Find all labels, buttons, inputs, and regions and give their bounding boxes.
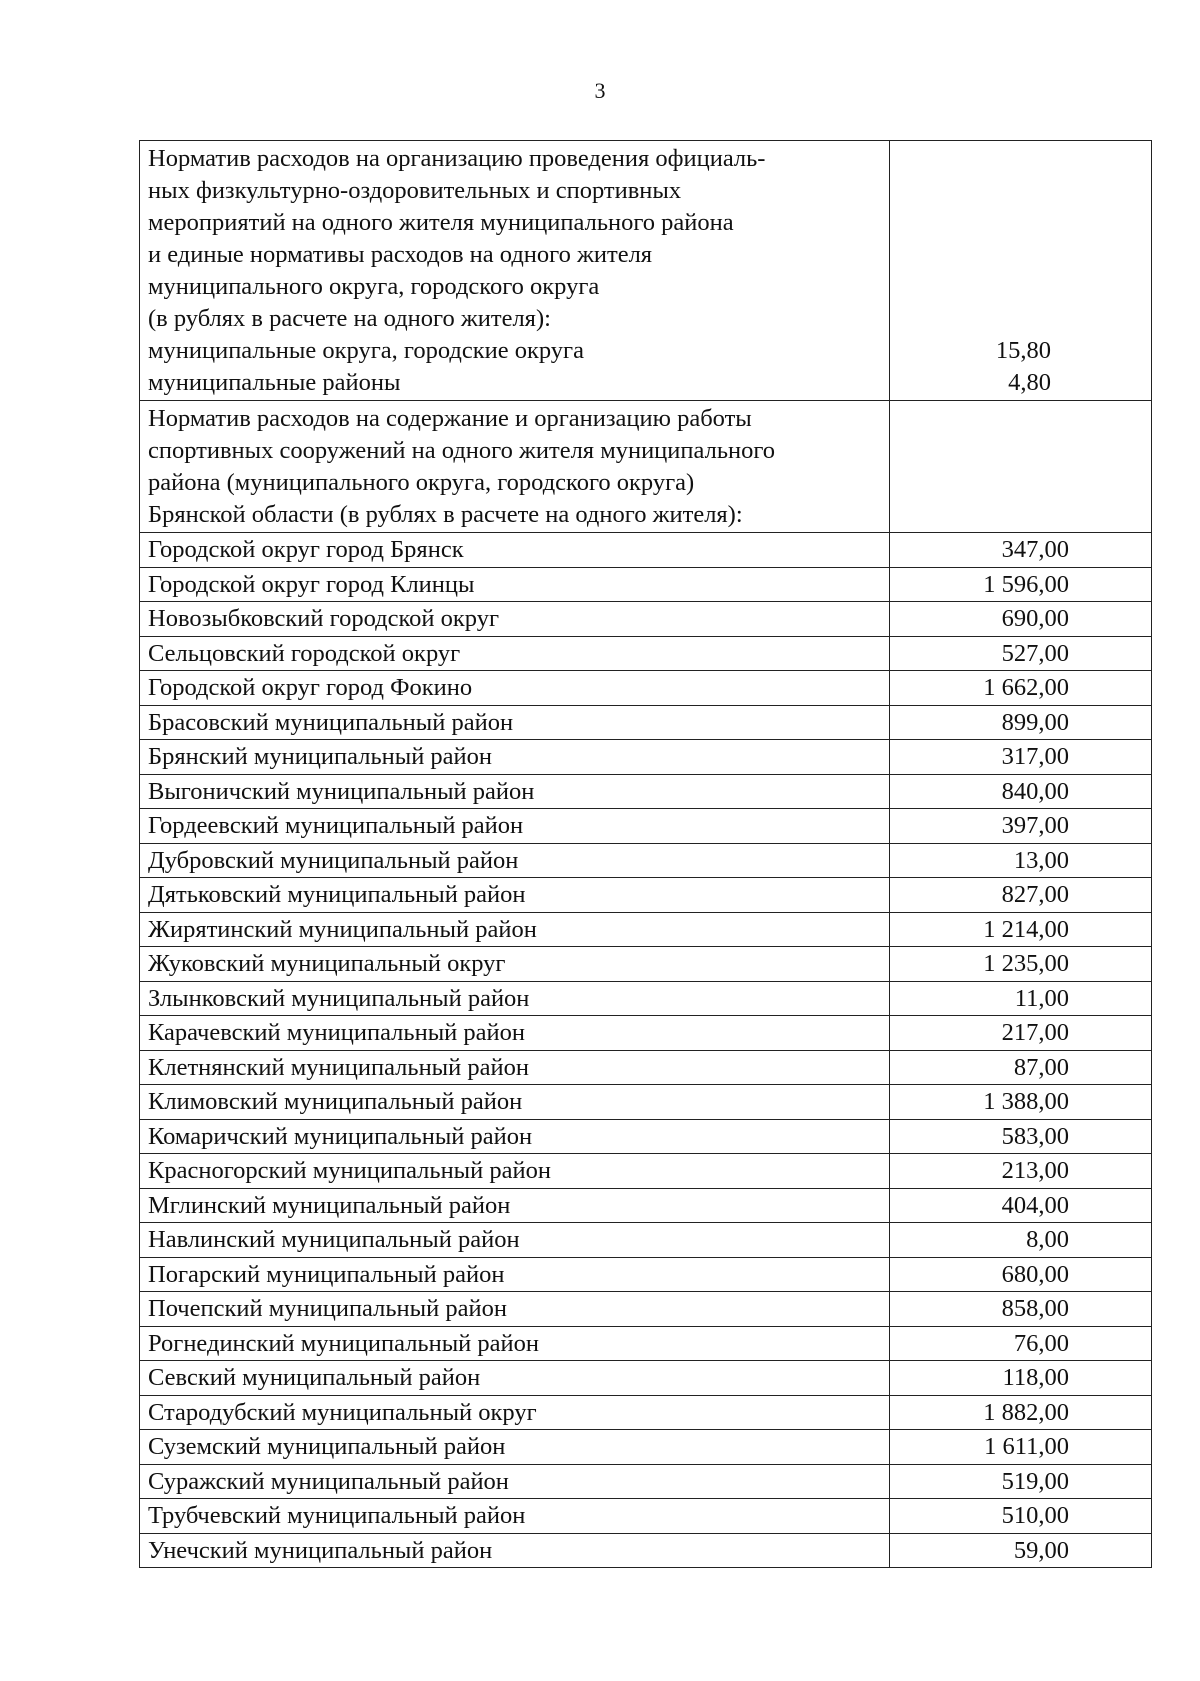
table-row [140, 705, 1152, 740]
territory-name: Рогнединский муниципальный район [140, 1326, 890, 1361]
territory-name: Унечский муниципальный район [140, 1533, 890, 1568]
block1-line: ных физкультурно-оздоровительных и спортивных [148, 177, 682, 204]
table-row [140, 1050, 1152, 1085]
table-row [140, 1119, 1152, 1154]
block1-line: Норматив расходов на организацию проведения официаль- [148, 145, 766, 172]
norm-value: 858,00 [890, 1292, 1152, 1327]
table-row [140, 1154, 1152, 1189]
block1-line: муниципальные районы [148, 369, 401, 396]
norm-value: 87,00 [890, 1050, 1152, 1085]
table-row [140, 1326, 1152, 1361]
territory-name: Гордеевский муниципальный район [140, 809, 890, 844]
territory-name: Красногорский муниципальный район [140, 1154, 890, 1189]
norm-value: 1 235,00 [890, 947, 1152, 982]
norm-value: 397,00 [890, 809, 1152, 844]
norms-table [139, 140, 1152, 1568]
block1-line: муниципального округа, городского округа [148, 273, 600, 300]
norm-value: 527,00 [890, 636, 1152, 671]
norm-value: 899,00 [890, 705, 1152, 740]
table-row [140, 636, 1152, 671]
table-row [140, 843, 1152, 878]
territory-name: Дятьковский муниципальный район [140, 878, 890, 913]
norm-value: 1 662,00 [890, 671, 1152, 706]
territory-name: Брасовский муниципальный район [140, 705, 890, 740]
territory-name: Погарский муниципальный район [140, 1257, 890, 1292]
table-row [140, 1361, 1152, 1396]
territory-name: Севский муниципальный район [140, 1361, 890, 1396]
block1-line: (в рублях в расчете на одного жителя): [148, 305, 551, 332]
block1-line: и единые нормативы расходов на одного жителя [148, 241, 653, 268]
territory-name: Дубровский муниципальный район [140, 843, 890, 878]
table-row [140, 1533, 1152, 1568]
norm-value: 680,00 [890, 1257, 1152, 1292]
block2-line: Брянской области (в рублях в расчете на одного жителя): [148, 501, 743, 528]
norm-value: 510,00 [890, 1499, 1152, 1534]
table-row [140, 1223, 1152, 1258]
territory-name: Злынковский муниципальный район [140, 981, 890, 1016]
block2-line: спортивных сооружений на одного жителя муниципального [148, 437, 776, 464]
norm-value: 840,00 [890, 774, 1152, 809]
territory-name: Почепский муниципальный район [140, 1292, 890, 1327]
page-number: 3 [594, 78, 606, 103]
norm-value: 11,00 [890, 981, 1152, 1016]
norm-value: 519,00 [890, 1464, 1152, 1499]
territory-name: Стародубский муниципальный округ [140, 1395, 890, 1430]
norm-value: 76,00 [890, 1326, 1152, 1361]
territory-name: Суземский муниципальный район [140, 1430, 890, 1465]
block1-value-rayony: 4,80 [1008, 369, 1051, 396]
territory-name: Климовский муниципальный район [140, 1085, 890, 1120]
norm-value: 13,00 [890, 843, 1152, 878]
norm-value: 217,00 [890, 1016, 1152, 1051]
territory-name: Городской округ город Брянск [140, 533, 890, 568]
territory-name: Комаричский муниципальный район [140, 1119, 890, 1154]
block2-row [140, 401, 1152, 533]
territory-name: Жуковский муниципальный округ [140, 947, 890, 982]
norm-value: 1 214,00 [890, 912, 1152, 947]
territory-name: Мглинский муниципальный район [140, 1188, 890, 1223]
territory-name: Новозыбковский городской округ [140, 602, 890, 637]
table-row [140, 1016, 1152, 1051]
territory-name: Навлинский муниципальный район [140, 1223, 890, 1258]
territory-name: Выгоничский муниципальный район [140, 774, 890, 809]
table-row [140, 774, 1152, 809]
table-row [140, 567, 1152, 602]
norm-value: 1 882,00 [890, 1395, 1152, 1430]
norm-value: 347,00 [890, 533, 1152, 568]
territory-name: Клетнянский муниципальный район [140, 1050, 890, 1085]
territory-name: Трубчевский муниципальный район [140, 1499, 890, 1534]
norm-value: 583,00 [890, 1119, 1152, 1154]
norm-value: 1 388,00 [890, 1085, 1152, 1120]
block1-description [140, 141, 890, 401]
norm-value: 1 611,00 [890, 1430, 1152, 1465]
table-row [140, 1464, 1152, 1499]
norm-value: 827,00 [890, 878, 1152, 913]
territory-name: Брянский муниципальный район [140, 740, 890, 775]
norm-value: 213,00 [890, 1154, 1152, 1189]
territory-name: Городской округ город Клинцы [140, 567, 890, 602]
norm-value: 8,00 [890, 1223, 1152, 1258]
territory-name: Городской округ город Фокино [140, 671, 890, 706]
territory-name: Сельцовский городской округ [140, 636, 890, 671]
territory-name: Карачевский муниципальный район [140, 1016, 890, 1051]
table-row [140, 1395, 1152, 1430]
norm-value: 404,00 [890, 1188, 1152, 1223]
block2-line: Норматив расходов на содержание и организацию работы [148, 405, 752, 432]
table-row [140, 912, 1152, 947]
norm-value: 1 596,00 [890, 567, 1152, 602]
table-row [140, 947, 1152, 982]
norm-value: 59,00 [890, 1533, 1152, 1568]
table-row [140, 1292, 1152, 1327]
block1-line: муниципальные округа, городские округа [148, 337, 584, 364]
block1-values [890, 141, 1152, 401]
table-row [140, 1188, 1152, 1223]
block1-value-okruga: 15,80 [995, 337, 1051, 364]
table-row [140, 1499, 1152, 1534]
table-row [140, 533, 1152, 568]
block2-description [140, 401, 890, 533]
table-row [140, 981, 1152, 1016]
table-row [140, 809, 1152, 844]
table-row [140, 1085, 1152, 1120]
norm-value: 690,00 [890, 602, 1152, 637]
table-row [140, 602, 1152, 637]
table-row [140, 878, 1152, 913]
table-row [140, 740, 1152, 775]
block2-empty-value [890, 401, 1152, 533]
table-row [140, 1257, 1152, 1292]
table-row [140, 1430, 1152, 1465]
territory-name: Жирятинский муниципальный район [140, 912, 890, 947]
block1-row [140, 141, 1152, 401]
block2-line: района (муниципального округа, городского округа) [148, 469, 695, 496]
norm-value: 317,00 [890, 740, 1152, 775]
table-row [140, 671, 1152, 706]
territory-name: Суражский муниципальный район [140, 1464, 890, 1499]
norm-value: 118,00 [890, 1361, 1152, 1396]
block1-line: мероприятий на одного жителя муниципального района [148, 209, 734, 236]
